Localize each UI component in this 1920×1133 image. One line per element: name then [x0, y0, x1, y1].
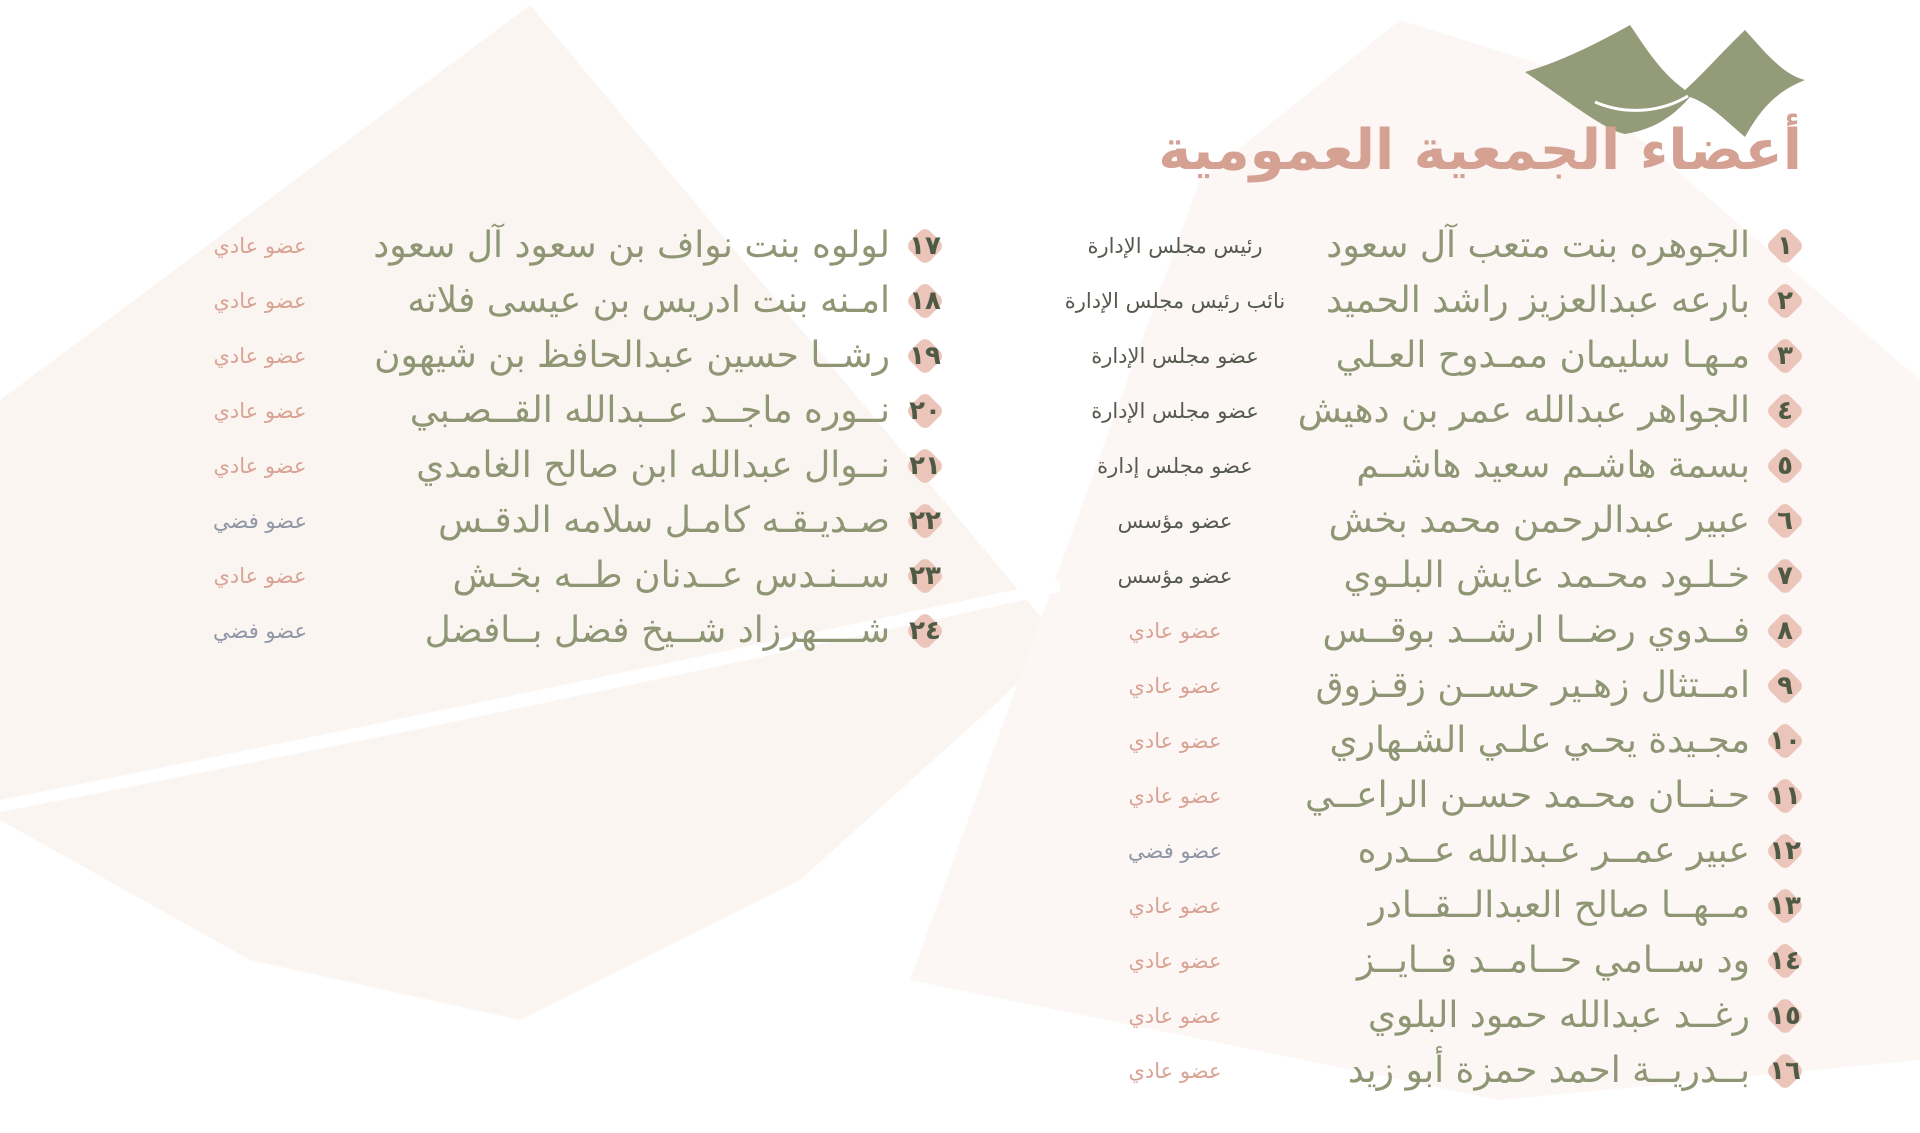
member-number: ٢٠ — [909, 395, 941, 426]
member-role: عضو فضي — [212, 508, 308, 533]
member-number: ١٠ — [1769, 725, 1801, 756]
member-number-badge — [1762, 718, 1808, 764]
member-row — [948, 988, 1808, 1043]
member-name: ســنـدس عــدنان طــه بخـش — [452, 555, 890, 596]
members-column-left — [128, 218, 948, 658]
member-row — [948, 493, 1808, 548]
member-name: نــوره ماجــد عــبدالله القــصـبي — [409, 390, 890, 431]
member-name: مــهــا صالح العبدالــقــادر — [1368, 885, 1750, 926]
member-row — [948, 713, 1808, 768]
member-role: رئيس مجلس الإدارة — [1087, 233, 1263, 258]
member-number-badge — [1762, 663, 1808, 709]
member-role: عضو مجلس إدارة — [1097, 453, 1253, 478]
member-number: ١٤ — [1769, 945, 1801, 976]
member-number-badge — [1762, 883, 1808, 929]
member-name: لولوه بنت نواف بن سعود آل سعود — [373, 225, 890, 266]
member-name: الجوهره بنت متعب آل سعود — [1326, 225, 1750, 266]
member-number: ٢ — [1777, 285, 1793, 316]
member-row — [948, 768, 1808, 823]
member-number-badge — [1762, 223, 1808, 269]
member-role: عضو عادي — [213, 563, 307, 588]
member-row — [948, 328, 1808, 383]
member-name: مـهـا سليمان ممـدوح العـلي — [1335, 335, 1750, 376]
member-name: ود ســامي حــامــد فــايــز — [1356, 940, 1750, 981]
member-role: عضو مؤسس — [1117, 563, 1233, 588]
member-role: عضو مجلس الإدارة — [1091, 343, 1259, 368]
member-number: ١٦ — [1769, 1055, 1801, 1086]
member-number-badge — [1762, 498, 1808, 544]
member-number-badge — [902, 498, 948, 544]
members-column-right — [948, 218, 1808, 1098]
member-number-badge — [1762, 333, 1808, 379]
member-role: عضو عادي — [1128, 1058, 1222, 1083]
member-name: رشــا حسين عبدالحافظ بن شيهون — [374, 335, 890, 376]
member-row — [128, 273, 948, 328]
member-number-badge — [902, 553, 948, 599]
member-row — [128, 383, 948, 438]
member-number-badge — [1762, 828, 1808, 874]
member-number: ١٣ — [1769, 890, 1801, 921]
member-number: ١٧ — [909, 230, 941, 261]
member-number-badge — [1762, 388, 1808, 434]
member-name: شــــهرزاد شــيخ فضل بــافضل — [424, 610, 890, 651]
member-row — [948, 438, 1808, 493]
member-role: نائب رئيس مجلس الإدارة — [1064, 288, 1286, 313]
member-name: نــوال عبدالله ابن صالح الغامدي — [416, 445, 890, 486]
member-number: ٢٤ — [909, 615, 941, 646]
member-row — [128, 218, 948, 273]
member-name: خـلـود محـمد عايش البلـوي — [1343, 555, 1750, 596]
member-role: عضو عادي — [213, 453, 307, 478]
member-number-badge — [1762, 773, 1808, 819]
member-number: ٦ — [1777, 505, 1793, 536]
member-number: ٢٣ — [909, 560, 941, 591]
member-name: مجـيدة يحـي علـي الشـهاري — [1329, 720, 1750, 761]
member-row — [948, 658, 1808, 713]
member-row — [128, 548, 948, 603]
member-row — [948, 823, 1808, 878]
member-role: عضو عادي — [1128, 948, 1222, 973]
member-row — [948, 548, 1808, 603]
member-name: عبير عمــر عـبدالله عــدره — [1357, 830, 1750, 871]
member-row — [948, 603, 1808, 658]
member-row — [948, 878, 1808, 933]
member-role: عضو عادي — [1128, 893, 1222, 918]
member-number: ٢٢ — [909, 505, 941, 536]
member-role: عضو عادي — [1128, 618, 1222, 643]
member-row — [948, 933, 1808, 988]
member-number-badge — [1762, 1048, 1808, 1094]
member-number-badge — [1762, 938, 1808, 984]
member-name: بــدريــة احمد حمزة أبو زيد — [1347, 1050, 1750, 1091]
member-row — [128, 493, 948, 548]
member-number: ٨ — [1777, 615, 1793, 646]
member-number-badge — [1762, 278, 1808, 324]
member-name: عبير عبدالرحمن محمد بخش — [1328, 500, 1750, 541]
member-row — [128, 603, 948, 658]
member-number-badge — [902, 443, 948, 489]
member-name: بسمة هاشـم سعيد هاشــم — [1356, 445, 1750, 486]
member-number: ١٩ — [909, 340, 941, 371]
member-row — [128, 438, 948, 493]
member-name: بارعه عبدالعزيز راشد الحميد — [1325, 280, 1750, 321]
member-name: امـنه بنت ادريس بن عيسى فلاته — [407, 280, 890, 321]
member-number-badge — [902, 333, 948, 379]
member-number-badge — [902, 223, 948, 269]
member-name: امــتثال زهـير حســن زقـزوق — [1315, 665, 1750, 706]
member-row — [948, 383, 1808, 438]
member-number: ١٨ — [909, 285, 941, 316]
member-row — [128, 328, 948, 383]
member-role: عضو عادي — [213, 233, 307, 258]
member-row — [948, 1043, 1808, 1098]
member-role: عضو فضي — [212, 618, 308, 643]
member-row — [948, 218, 1808, 273]
member-role: عضو عادي — [1128, 1003, 1222, 1028]
member-role: عضو مجلس الإدارة — [1091, 398, 1259, 423]
member-number: ٣ — [1777, 340, 1793, 371]
member-number: ٩ — [1777, 670, 1793, 701]
member-number: ٥ — [1777, 450, 1793, 481]
member-row — [948, 273, 1808, 328]
member-number: ٧ — [1777, 560, 1793, 591]
member-number: ٢١ — [909, 450, 941, 481]
member-number-badge — [1762, 443, 1808, 489]
member-number: ٤ — [1777, 395, 1793, 426]
member-role: عضو عادي — [1128, 673, 1222, 698]
member-number-badge — [1762, 608, 1808, 654]
member-number-badge — [1762, 993, 1808, 1039]
member-role: عضو عادي — [1128, 783, 1222, 808]
member-number: ١٥ — [1769, 1000, 1801, 1031]
member-name: حـنــان محـمد حسـن الراعــي — [1304, 775, 1750, 816]
member-number-badge — [1762, 553, 1808, 599]
member-number-badge — [902, 278, 948, 324]
member-role: عضو عادي — [1128, 728, 1222, 753]
member-name: فــدوي رضــا ارشــد بوقــس — [1322, 610, 1750, 651]
member-number: ١٢ — [1769, 835, 1801, 866]
member-role: عضو مؤسس — [1117, 508, 1233, 533]
member-role: عضو عادي — [213, 398, 307, 423]
member-number-badge — [902, 608, 948, 654]
page-title: أعضاء الجمعية العمومية — [1158, 118, 1802, 183]
member-number: ١ — [1777, 230, 1793, 261]
member-role: عضو عادي — [213, 343, 307, 368]
member-name: الجواهر عبدالله عمر بن دهيش — [1297, 390, 1750, 431]
member-number-badge — [902, 388, 948, 434]
member-role: عضو فضي — [1127, 838, 1223, 863]
member-number: ١١ — [1769, 780, 1801, 811]
member-name: صـديـقـه كامـل سلامه الدقـس — [438, 500, 890, 541]
member-role: عضو عادي — [213, 288, 307, 313]
member-name: رغــد عبدالله حمود البلوي — [1367, 995, 1750, 1036]
